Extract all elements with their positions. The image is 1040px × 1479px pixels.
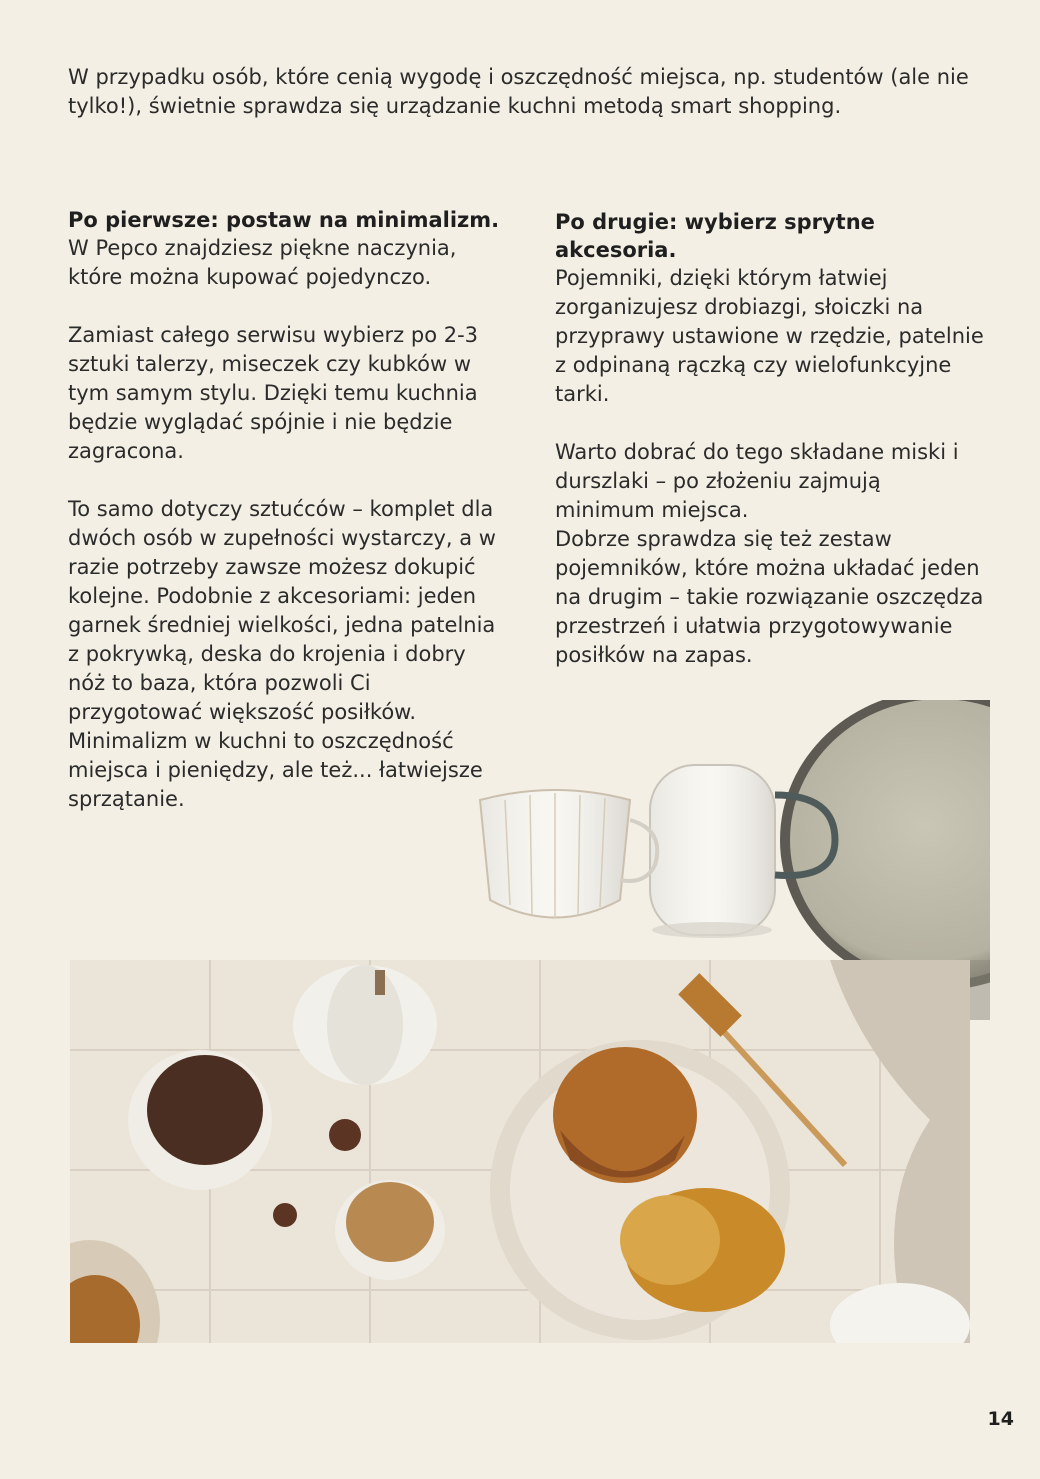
intro-text: W przypadku osób, które cenią wygodę i oszczędność miejsca, np. studentów (ale nie tylko!), świetnie sprawdza się urządzanie kuchni metodą smart shopping. [68,65,969,118]
right-heading: Po drugie: wybierz sprytne akcesoria. [555,210,875,262]
left-paragraph-3: To samo dotyczy sztućców – komplet dla dwóch osób w zupełności wystarczy, a w razie potrzeby zawsze możesz dokupić kolejne. Podobnie z akcesoriami: jeden garnek średniej wielkości, jedna patelnia z pokrywką, deska do krojenia i dobry nóż to baza, która pozwoli Ci przygotować większość posiłków. Minimalizm w kuchni to oszczędność miejsca i pieniędzy, ale też... łatwiejsze sprzątanie. [68,497,496,811]
page-number: 14 [987,1408,1014,1430]
right-paragraph-3: Dobrze sprawdza się też zestaw pojemników, które można układać jeden na drugim – takie rozwiązanie oszczędza przestrzeń i ułatwia przygotowywanie posiłków na zapas. [555,527,984,667]
right-paragraph-1: Pojemniki, dzięki którym łatwiej zorganizujesz drobiazgi, słoiczki na przyprawy ustawione w rzędzie, patelnie z odpinaną rączką czy wielofunkcyjne tarki. [555,266,984,406]
left-paragraph-1: W Pepco znajdziesz piękne naczynia, które można kupować pojedynczo. [68,236,457,289]
right-paragraph-2: Warto dobrać do tego składane miski i durszlaki – po złożeniu zajmują minimum miejsca. [555,440,959,522]
left-heading: Po pierwsze: postaw na minimalizm. [68,208,500,232]
left-column [68,206,508,814]
left-paragraph-2: Zamiast całego serwisu wybierz po 2-3 sztuki talerzy, miseczek czy kubków w tym samym stylu. Dzięki temu kuchnia będzie wyglądać spójnie i nie będzie zagracona. [68,323,479,463]
muffins-photo [70,960,970,1343]
right-column [555,208,985,670]
